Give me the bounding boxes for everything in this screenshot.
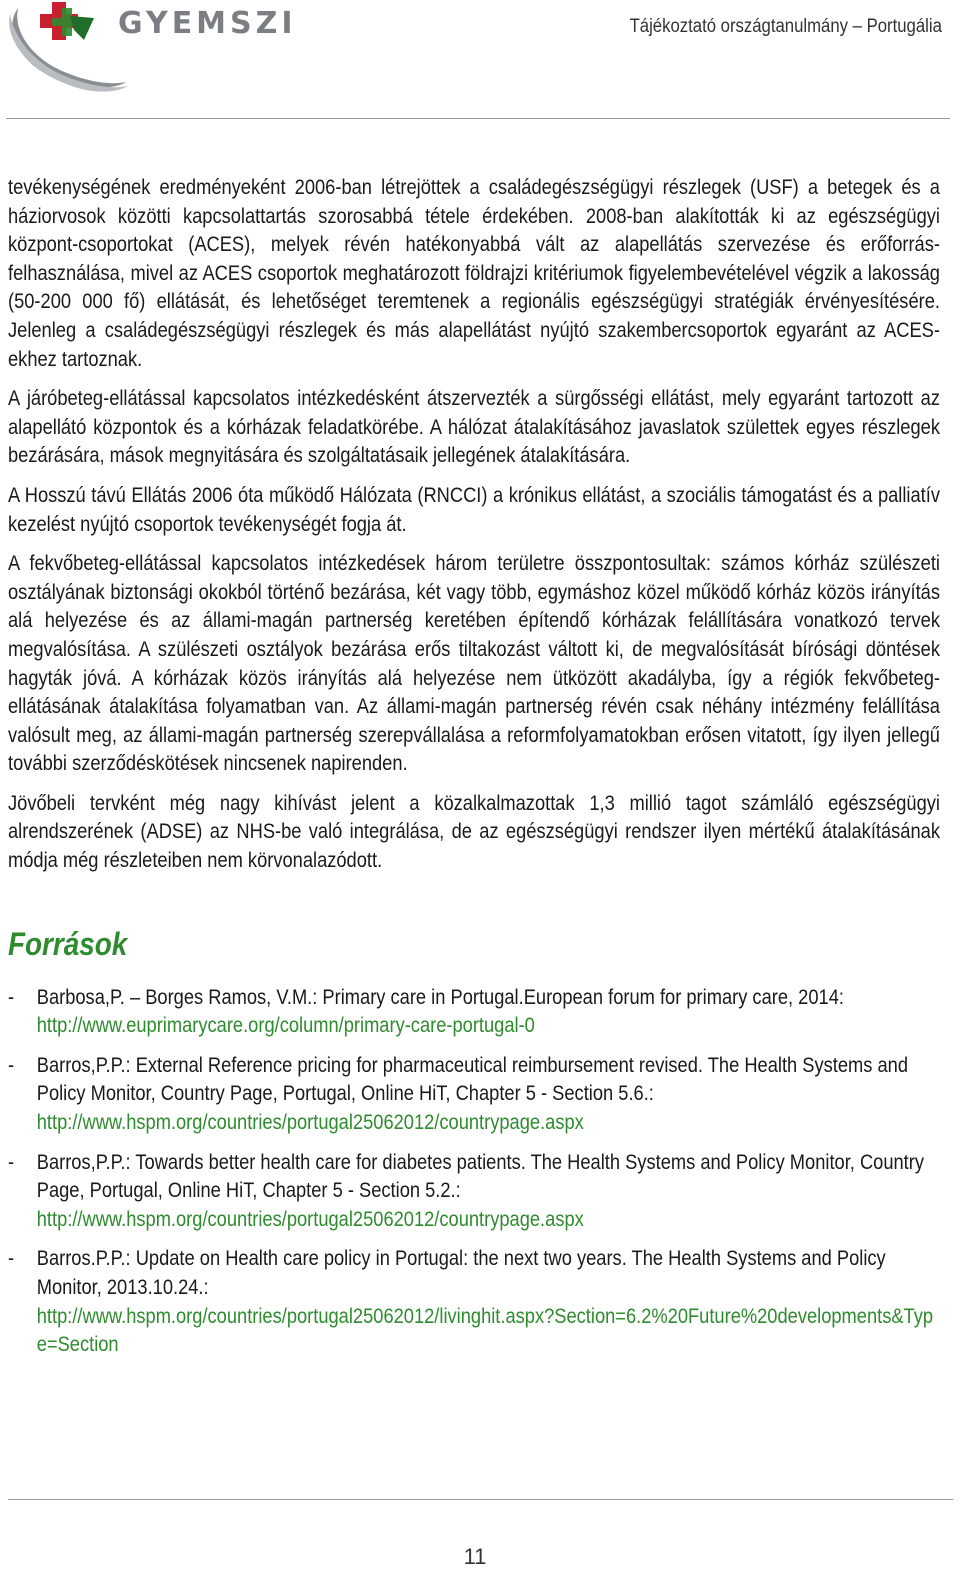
paragraph: tevékenységének eredményeként 2006-ban létrejöttek a családegészségügyi részlegek (USF) a betegek és a háziorvosok közötti kapcsolattartás szorosabbá tétele érdekében. 2008-ban alakították ki az egészségügyi központ-csoportokat (ACES), melyek révén hatékonyabbá vált az alapellátás szervezése és erőforrás-felhasználása, mivel az ACES csoportok meghatározott földrajzi kritériumok figyelembevételével végzik a lakosság (50-200 000 fő) ellátását, és lehetőséget teremtenek a regionális egészségügyi stratégiák érvényesítésére. Jelenleg a családegészségügyi részlegek és más alapellátást nyújtó szakembercsoportok egyaránt az ACES-ekhez tartoznak. <box>8 176 940 371</box>
reference-item <box>8 1052 940 1138</box>
page-header <box>0 0 960 120</box>
list-dash: - <box>8 1150 15 1174</box>
reference-text: Barbosa,P. – Borges Ramos, V.M.: Primary care in Portugal.European forum for primary care, 2014: <box>36 985 844 1009</box>
sources-heading: Források <box>8 925 128 962</box>
document-title: Tájékoztató országtanulmány – Portugália <box>629 16 942 37</box>
paragraph: A Hosszú távú Ellátás 2006 óta működő Hálózata (RNCCI) a krónikus ellátást, a szociális támogatást és a palliatív kezelést nyújtó csoportok tevékenységét fogja át. <box>8 483 940 536</box>
main-content <box>8 174 940 1371</box>
paragraph: Jövőbeli tervként még nagy kihívást jelent a közalkalmazottak 1,3 millió tagot számláló egészségügyi alrendszerének (ADSE) az NHS-be való integrálása, de az egészségügyi rendszer ilyen mértékű átalakításának módja még részleteiben nem körvonalazódott. <box>8 791 940 873</box>
header-divider <box>6 118 950 119</box>
list-dash: - <box>8 985 15 1009</box>
list-dash: - <box>8 1247 15 1271</box>
reference-item <box>8 1149 940 1235</box>
reference-item <box>8 1245 940 1359</box>
reference-link[interactable]: http://www.hspm.org/countries/portugal25062012/livinghit.aspx?Section=6.2%20Future%20developments&Type=Section <box>36 1304 934 1357</box>
paragraph: A fekvőbeteg-ellátással kapcsolatos intézkedések három területre összpontosultak: számos kórház szülészeti osztályának biztonsági okokból történő bezárása, két vagy több, egymáshoz közel működő kórház közös irányítás alá helyezése és az állami-magán partnerség keretében építendő kórházak felállítására vonatkozó tervek megvalósítása. A szülészeti osztályok bezárása erős tiltakozást váltott ki, de megvalósítását bírósági döntések hagyták jóvá. A kórházak közös irányítás alá helyezése nem ütközött akadályba, így a régiók fekvőbeteg-ellátásának átalakítása folyamatban van. Az állami-magán partnerség révén csak néhány intézmény felállítása valósult meg, az állami-magán partnerség szerepvállalása a reformfolyamatokban erősen vitatott, így ilyen jellegű további szerződéskötések nincsenek napirenden. <box>8 552 940 776</box>
reference-text: Barros,P.P.: Towards better health care for diabetes patients. The Health Systems and Policy Monitor, Country Page, Portugal, Online HiT, Chapter 5 - Section 5.2.: <box>36 1150 924 1203</box>
reference-link[interactable]: http://www.euprimarycare.org/column/primary-care-portugal-0 <box>36 1014 535 1038</box>
footer-divider <box>8 1499 953 1500</box>
reference-link[interactable]: http://www.hspm.org/countries/portugal25062012/countrypage.aspx <box>36 1111 584 1135</box>
reference-text: Barros.P.P.: Update on Health care policy in Portugal: the next two years. The Health Systems and Policy Monitor, 2013.10.24.: <box>36 1247 886 1299</box>
gyemszi-logo <box>0 0 300 100</box>
paragraph: A járóbeteg-ellátással kapcsolatos intézkedésként átszervezték a sürgősségi ellátást, mely egyaránt tartozott az alapellátó központok és a kórházak feladatkörébe. A hálózat átalakításához javaslatok születtek egyes részlegek bezárására, mások megnyitására és szolgáltatásaik jellegének átalakítására. <box>8 387 940 468</box>
page-number: 11 <box>463 1544 487 1569</box>
reference-link[interactable]: http://www.hspm.org/countries/portugal25062012/countrypage.aspx <box>36 1207 584 1231</box>
reference-text: Barros,P.P.: External Reference pricing for pharmaceutical reimbursement revised. The Health Systems and Policy Monitor, Country Page, Portugal, Online HiT, Chapter 5 - Section 5.6.: <box>36 1053 909 1106</box>
logo-text: GYEMSZI <box>118 6 297 41</box>
list-dash: - <box>8 1053 15 1077</box>
reference-item <box>8 984 940 1041</box>
